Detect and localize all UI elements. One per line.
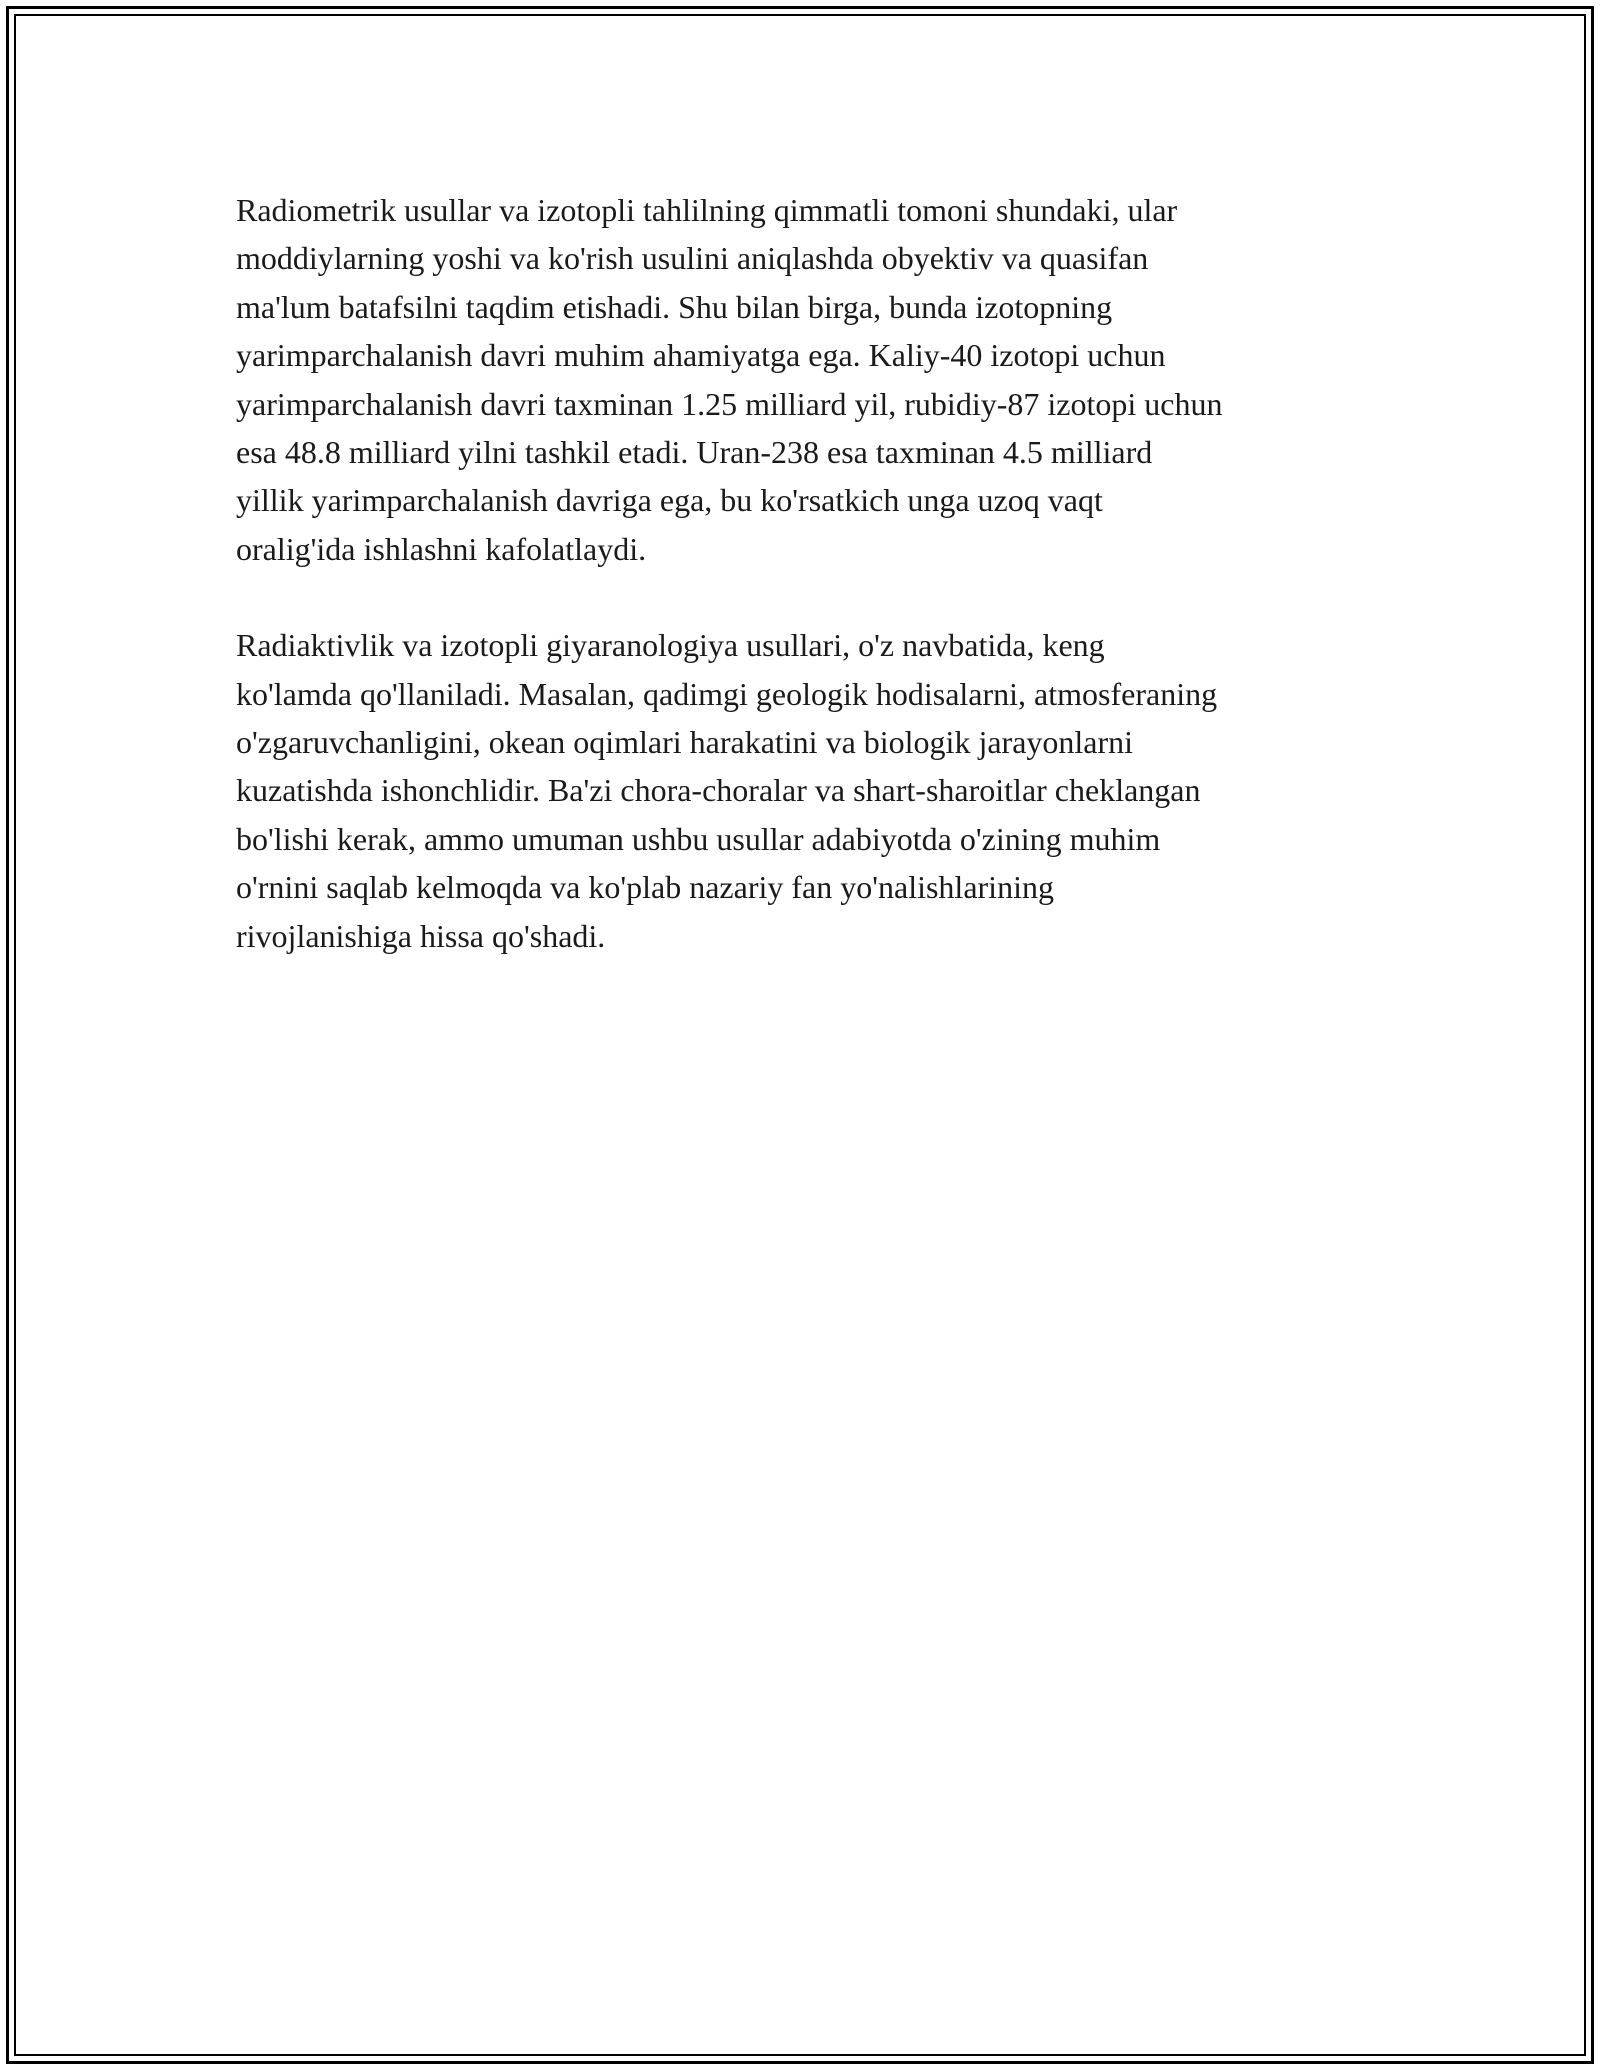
paragraph-line: esa 48.8 milliard yilni tashkil etadi. Uran-238 esa taxminan 4.5 milliard xyxy=(236,434,1153,471)
paragraph-line: Radiaktivlik va izotopli giyaranologiya usullari, o'z navbatida, keng xyxy=(236,627,1105,664)
paragraph-line: ko'lamda qo'llaniladi. Masalan, qadimgi geologik hodisalarni, atmosferaning xyxy=(236,675,1218,712)
paragraph-line: moddiylarning yoshi va ko'rish usulini aniqlashda obyektiv va quasifan xyxy=(236,240,1149,277)
paragraph-line: ma'lum batafsilni taqdim etishadi. Shu bilan birga, bunda izotopning xyxy=(236,288,1113,325)
paragraph-line: o'zgaruvchanligini, okean oqimlari harakatini va biologik jarayonlarni xyxy=(236,724,1134,761)
paragraph-line: oralig'ida ishlashni kafolatlaydi. xyxy=(236,530,647,567)
paragraph-line: yillik yarimparchalanish davriga ega, bu ko'rsatkich unga uzoq vaqt xyxy=(236,482,1103,519)
paragraph-2 xyxy=(236,621,1366,960)
paragraph-line: rivojlanishiga hissa qo'shadi. xyxy=(236,917,606,954)
paragraph-line: yarimparchalanish davri taxminan 1.25 milliard yil, rubidiy-87 izotopi uchun xyxy=(236,385,1223,422)
paragraph-line: Radiometrik usullar va izotopli tahlilning qimmatli tomoni shundaki, ular xyxy=(236,192,1178,228)
paragraph-line: kuzatishda ishonchlidir. Ba'zi chora-choralar va shart-sharoitlar cheklangan xyxy=(236,772,1201,809)
paragraph-line: bo'lishi kerak, ammo umuman ushbu usullar adabiyotda o'zining muhim xyxy=(236,820,1161,857)
paragraph-1 xyxy=(236,186,1366,573)
paragraph-line: o'rnini saqlab kelmoqda va ko'plab nazariy fan yo'nalishlarining xyxy=(236,869,1054,906)
document-body xyxy=(236,186,1366,1008)
paragraph-line: yarimparchalanish davri muhim ahamiyatga ega. Kaliy-40 izotopi uchun xyxy=(236,337,1166,374)
